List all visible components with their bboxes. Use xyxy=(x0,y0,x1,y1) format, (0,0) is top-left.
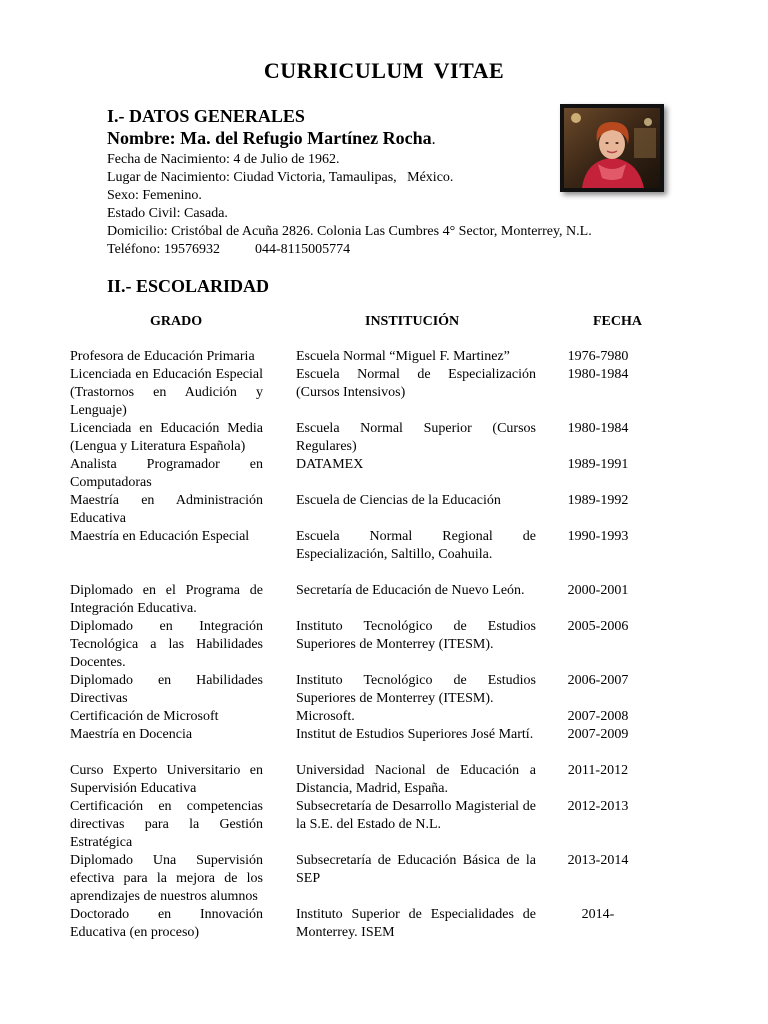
col-header-grado: GRADO xyxy=(150,314,203,329)
table-row xyxy=(70,582,660,618)
institucion-cell: DATAMEX xyxy=(296,457,364,472)
fecha-cell: 1990-1993 xyxy=(567,529,629,544)
info-line: Fecha de Nacimiento: 4 de Julio de 1962. xyxy=(107,152,340,167)
institucion-cell: Subsecretaría de Educación Básica de la SEP xyxy=(296,853,536,886)
name-label: Nombre: Ma. del Refugio Martínez Rocha xyxy=(107,128,432,148)
institucion-cell: Escuela Normal Regional de Especialización, Saltillo, Coahuila. xyxy=(296,529,536,562)
table-row xyxy=(70,708,660,726)
table-row xyxy=(70,762,660,798)
fecha-cell: 1989-1992 xyxy=(567,493,629,508)
grado-cell: Certificación en competencias directivas para la Gestión Estratégica xyxy=(70,799,263,850)
fecha-cell: 2007-2009 xyxy=(567,727,629,742)
grado-cell: Maestría en Docencia xyxy=(70,727,193,742)
grado-cell: Licenciada en Educación Media (Lengua y Literatura Española) xyxy=(70,421,263,454)
info-line: Teléfono: 19576932 044-8115005774 xyxy=(107,242,351,257)
info-line: Lugar de Nacimiento: Ciudad Victoria, Tamaulipas, México. xyxy=(107,170,454,185)
institucion-cell: Universidad Nacional de Educación a Distancia, Madrid, España. xyxy=(296,763,536,796)
info-line: Domicilio: Cristóbal de Acuña 2826. Colonia Las Cumbres 4° Sector, Monterrey, N.L. xyxy=(107,224,592,239)
table-row xyxy=(70,348,660,366)
grado-cell: Profesora de Educación Primaria xyxy=(70,349,255,364)
fecha-cell: 2011-2012 xyxy=(567,763,629,778)
fecha-cell: 2014- xyxy=(581,907,615,922)
fecha-cell: 2005-2006 xyxy=(567,619,629,634)
institucion-cell: Instituto Tecnológico de Estudios Superiores de Monterrey (ITESM). xyxy=(296,619,536,652)
fecha-cell: 1976-7980 xyxy=(567,349,629,364)
grado-cell: Diplomado en Habilidades Directivas xyxy=(70,673,263,706)
table-row xyxy=(70,492,660,528)
grado-cell: Curso Experto Universitario en Supervisión Educativa xyxy=(70,763,263,796)
table-row xyxy=(70,456,660,492)
table-row xyxy=(70,528,660,564)
table-row xyxy=(70,906,660,942)
fecha-cell: 1980-1984 xyxy=(567,421,629,436)
institucion-cell: Subsecretaría de Desarrollo Magisterial de la S.E. del Estado de N.L. xyxy=(296,799,536,832)
institucion-cell: Institut de Estudios Superiores José Martí. xyxy=(296,727,534,742)
grado-cell: Maestría en Administración Educativa xyxy=(70,493,263,526)
table-row xyxy=(70,798,660,852)
table-row xyxy=(70,420,660,456)
fecha-cell: 2006-2007 xyxy=(567,673,629,688)
institucion-cell: Instituto Tecnológico de Estudios Superiores de Monterrey (ITESM). xyxy=(296,673,536,706)
table-row xyxy=(70,726,660,744)
fecha-cell: 2007-2008 xyxy=(567,709,629,724)
col-header-fecha: FECHA xyxy=(593,314,642,329)
portrait-image xyxy=(564,108,660,188)
datos-generales-heading: I.- DATOS GENERALES xyxy=(107,106,305,126)
fecha-cell: 2012-2013 xyxy=(567,799,629,814)
info-line: Estado Civil: Casada. xyxy=(107,206,228,221)
table-row xyxy=(70,618,660,672)
grado-cell: Doctorado en Innovación Educativa (en proceso) xyxy=(70,907,263,940)
institucion-cell: Instituto Superior de Especialidades de Monterrey. ISEM xyxy=(296,907,536,940)
col-header-institucion: INSTITUCIÓN xyxy=(365,314,460,329)
info-line: Sexo: Femenino. xyxy=(107,188,202,203)
name-suffix: . xyxy=(431,131,436,148)
table-row xyxy=(70,852,660,906)
institucion-cell: Escuela Normal de Especialización (Cursos Intensivos) xyxy=(296,367,536,400)
fecha-cell: 2000-2001 xyxy=(567,583,629,598)
grado-cell: Maestría en Educación Especial xyxy=(70,529,250,544)
grado-cell: Diplomado en Integración Tecnológica a las Habilidades Docentes. xyxy=(70,619,263,670)
grado-cell: Analista Programador en Computadoras xyxy=(70,457,263,490)
institucion-cell: Escuela de Ciencias de la Educación xyxy=(296,493,501,508)
escolaridad-heading: II.- ESCOLARIDAD xyxy=(107,276,270,296)
grado-cell: Licenciada en Educación Especial (Trastornos en Audición y Lenguaje) xyxy=(70,367,263,418)
fecha-cell: 2013-2014 xyxy=(567,853,629,868)
institucion-cell: Secretaría de Educación de Nuevo León. xyxy=(296,583,525,598)
fecha-cell: 1980-1984 xyxy=(567,367,629,382)
institucion-cell: Escuela Normal Superior (Cursos Regulares) xyxy=(296,421,536,454)
fecha-cell: 1989-1991 xyxy=(567,457,629,472)
escolaridad-table xyxy=(70,348,660,942)
grado-cell: Certificación de Microsoft xyxy=(70,709,219,724)
profile-photo xyxy=(560,104,664,192)
table-row xyxy=(70,672,660,708)
grado-cell: Diplomado en el Programa de Integración Educativa. xyxy=(70,583,263,616)
institucion-cell: Escuela Normal “Miguel F. Martinez” xyxy=(296,349,510,364)
document-title: CURRICULUM VITAE xyxy=(263,58,505,83)
institucion-cell: Microsoft. xyxy=(296,709,355,724)
grado-cell: Diplomado Una Supervisión efectiva para la mejora de los aprendizajes de nuestros alumnos xyxy=(70,853,263,904)
table-row xyxy=(70,366,660,420)
